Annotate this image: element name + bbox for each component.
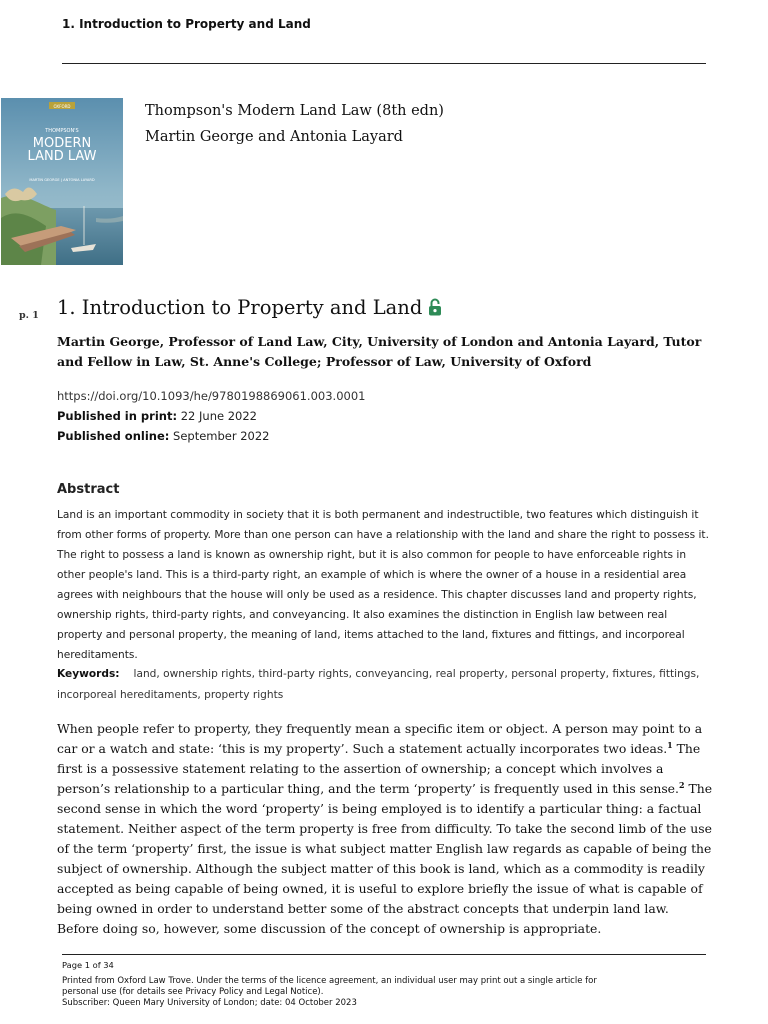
keyword-link[interactable]: fittings [659,668,697,680]
body-segment: The second sense in which the word ‘property’ is being employed is to identify a particular thing: a factual statement. Neither aspect of the term property is free from difficulty. To take the second limb of the use of the term ‘property’ first, the issue is what subject matter English law regards as capable of being the subject of ownership. Although the subject matter of this book is land, which as a commodity is readily accepted as being capable of being owned, it is useful to explore briefly the issue of what is capable of being owned in order to understand better some of the abstract concepts that underpin land law. Before doing so, however, some discussion of the concept of ownership is appropriate. [57,781,713,936]
footnote-ref[interactable]: 2 [678,779,685,790]
book-cover[interactable] [1,98,123,265]
page-footer [62,960,702,1009]
keyword-separator: , [251,668,259,680]
published-in-print [57,406,365,426]
chapter-authors: Martin George, Professor of Land Law, City, University of London and Antonia Layard, Tutor and Fellow in Law, St. Anne's College; Professor of Law, University of Oxford [57,334,702,369]
keyword-list [57,668,699,701]
doi-link[interactable]: https://doi.org/10.1093/he/9780198869061.003.0001 [57,389,366,403]
cover-publisher-badge: OXFORD [53,104,71,109]
keyword-link[interactable]: fixtures [612,668,653,680]
keywords-label: Keywords: [57,668,120,680]
body-segment: The first is a possessive statement relating to the assertion of ownership; a concept which involves a person’s relationship to a particular thing, and the term ‘property’ is frequently used in this sense. [57,741,701,796]
chapter-title: 1. Introduction to Property and Land [57,296,423,319]
keyword-separator: , [348,668,356,680]
keyword-link[interactable]: incorporeal hereditaments [57,689,198,701]
footer-divider [62,954,706,955]
body-segment: When people refer to property, they frequently mean a specific item or object. A person may point to a car or a watch and state: ‘this is my property’. Such a statement actually incorporates two ideas. [57,721,703,756]
footnote-ref[interactable]: 1 [667,739,673,750]
keywords [57,664,707,706]
page-count: Page 1 of 34 [62,960,114,970]
print-date: 22 June 2022 [180,409,257,423]
keyword-link[interactable]: conveyancing [355,668,429,680]
page-marker: p. 1 [19,310,39,321]
online-label: Published online: [57,429,170,443]
online-date: September 2022 [173,429,270,443]
abstract-text: Land is an important commodity in society that it is both permanent and indestructible, two features which distinguish it from other forms of property. More than one person can have a relationship with the land and share the right to possess it. The right to possess a land is known as ownership right, but it is also common for people to have enforceable rights in other people's land. This is a third-party right, an example of which is where the owner of a house in a residential area agrees with neighbours that the house will only be used as a residence. This chapter discusses land and property rights, ownership rights, third-party rights, and conveyancing. It also examines the distinction in English law between real property and personal property, the meaning of land, items attached to the land, fixtures and fittings, and incorporeal hereditaments. [57,509,709,661]
running-head: 1. Introduction to Property and Land [62,17,311,31]
keyword-link[interactable]: personal property [511,668,606,680]
keyword-separator: , [428,668,436,680]
chapter-heading [57,296,442,321]
book-info [145,98,444,150]
body-paragraph [57,719,713,939]
open-lock-icon [428,298,442,321]
print-label: Published in print: [57,409,178,423]
licence-notice-line1: Printed from Oxford Law Trove. Under the terms of the licence agreement, an individual user may print out a single article for [62,976,597,986]
keyword-link[interactable]: third-party rights [258,668,349,680]
book-title[interactable]: Thompson's Modern Land Law (8th edn) [145,103,444,119]
keyword-link[interactable]: real property [435,668,505,680]
cover-title-line1: MODERN [32,136,92,151]
keyword-link[interactable]: land [133,668,157,680]
keyword-separator: , [504,668,512,680]
cover-authors: MARTIN GEORGE | ANTONIA LAYARD [29,178,95,182]
licence-notice-line2: personal use (for details see Privacy Policy and Legal Notice). [62,987,324,997]
keyword-separator: , [197,689,205,701]
abstract-heading: Abstract [57,482,120,497]
cover-title-line2: LAND LAW [27,149,97,164]
keyword-link[interactable]: property rights [204,689,284,701]
book-authors: Martin George and Antonia Layard [145,129,403,145]
keyword-separator: , [156,668,164,680]
subscriber-line: Subscriber: Queen Mary University of London; date: 04 October 2023 [62,998,357,1008]
keyword-separator: , [696,668,700,680]
published-online [57,426,365,446]
keyword-separator: , [652,668,660,680]
keyword-separator: , [605,668,613,680]
cover-series: THOMPSON'S [45,128,79,134]
keyword-link[interactable]: ownership rights [163,668,252,680]
publication-meta [57,386,365,446]
header-divider [62,63,706,64]
